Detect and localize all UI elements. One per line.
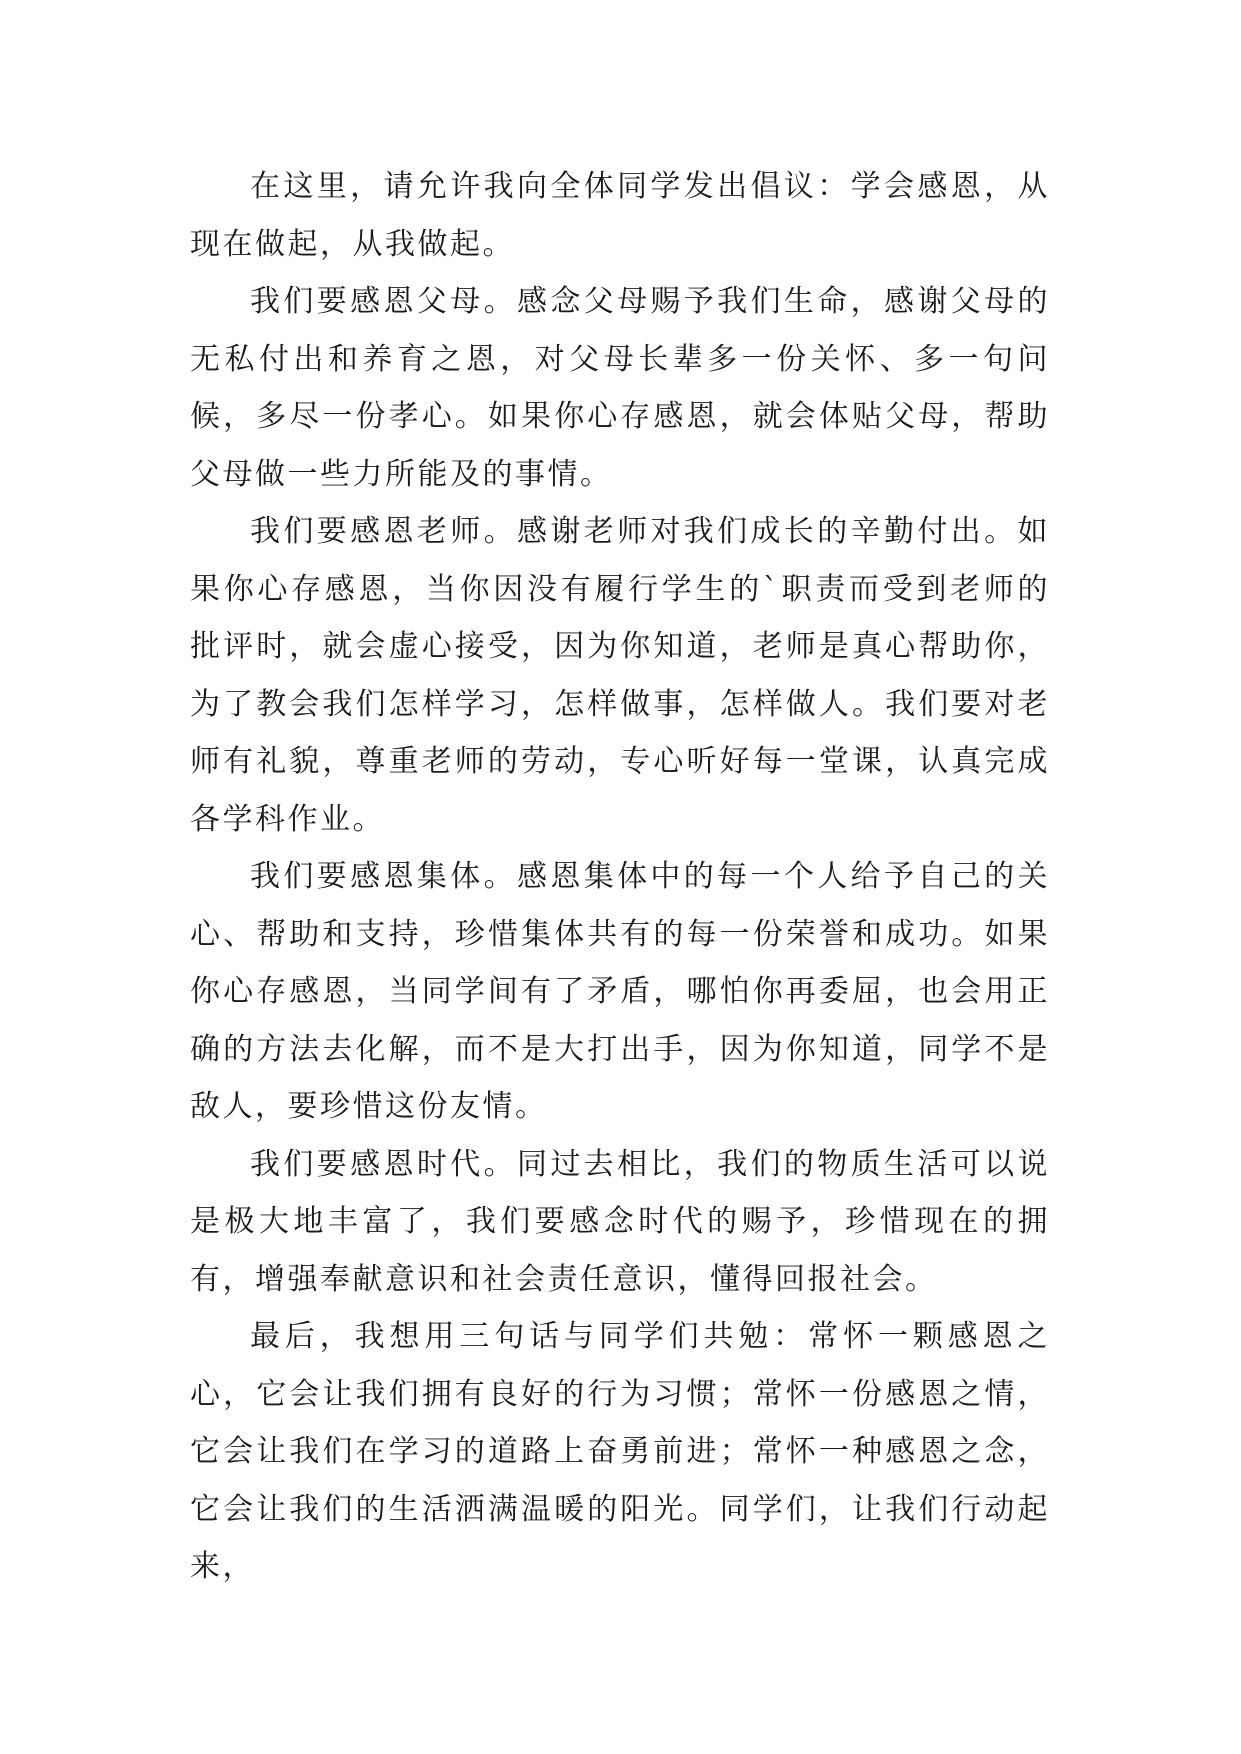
paragraph-teachers: 我们要感恩老师。感谢老师对我们成长的辛勤付出。如果你心存感恩，当你因没有履行学生的`职责而受到老师的批评时，就会虚心接受，因为你知道，老师是真心帮助你，为了教会我们怎样学习，怎样做事，怎样做人。我们要对老师有礼貌，尊重老师的劳动，专心听好每一堂课，认真完成各学科作业。 [190,514,1050,837]
paragraph-parents: 我们要感恩父母。感念父母赐予我们生命，感谢父母的无私付出和养育之恩，对父母长辈多一份关怀、多一句问候，多尽一份孝心。如果你心存感恩，就会体贴父母，帮助父母做一些力所能及的事情。 [190,284,1050,492]
paragraph-closing: 最后，我想用三句话与同学们共勉：常怀一颗感恩之心，它会让我们拥有良好的行为习惯；常怀一份感恩之情，它会让我们在学习的道路上奋勇前进；常怀一种感恩之念，它会让我们的生活洒满温暖的阳光。同学们，让我们行动起来， [190,1319,1050,1584]
paragraph-era: 我们要感恩时代。同过去相比，我们的物质生活可以说是极大地丰富了，我们要感念时代的赐予，珍惜现在的拥有，增强奉献意识和社会责任意识，懂得回报社会。 [190,1146,1050,1297]
document-body [190,158,1050,1596]
paragraph-initiative: 在这里，请允许我向全体同学发出倡议：学会感恩，从现在做起，从我做起。 [190,169,1050,262]
paragraph-collective: 我们要感恩集体。感恩集体中的每一个人给予自己的关心、帮助和支持，珍惜集体共有的每一份荣誉和成功。如果你心存感恩，当同学间有了矛盾，哪怕你再委屈，也会用正确的方法去化解，而不是大打出手，因为你知道，同学不是敌人，要珍惜这份友情。 [190,859,1050,1124]
